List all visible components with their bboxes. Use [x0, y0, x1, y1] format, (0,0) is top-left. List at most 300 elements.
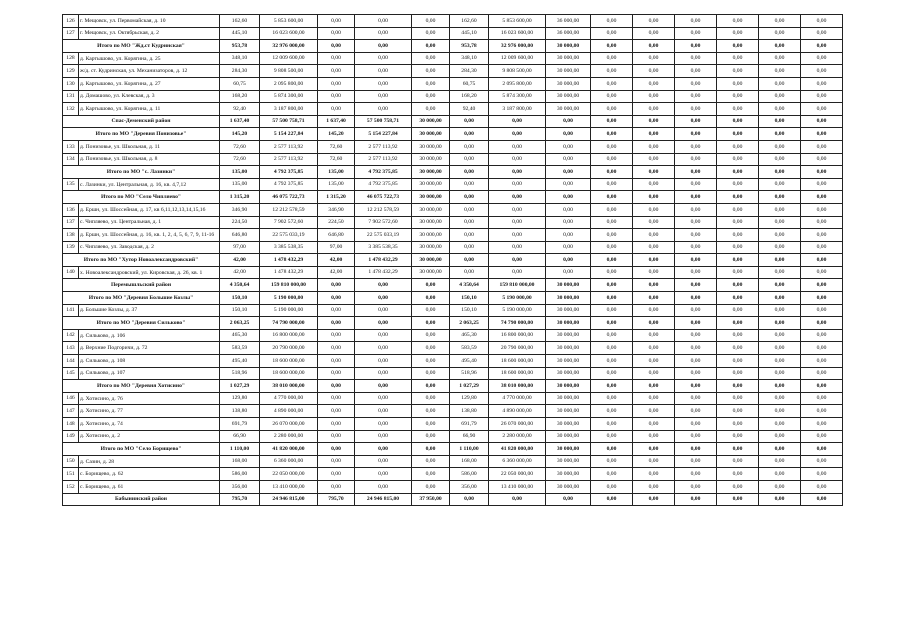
- value-cell: 0,00: [355, 480, 412, 493]
- value-cell: 0,00: [759, 480, 801, 493]
- value-cell: 0,00: [675, 279, 717, 292]
- row-number: 151: [63, 468, 79, 481]
- address-cell: д. Сильково, д. 107: [79, 367, 220, 380]
- value-cell: 0,00: [450, 191, 489, 204]
- address-cell: г. Мещовск, ул. Первомайская, д. 10: [79, 15, 220, 28]
- value-cell: 0,00: [675, 229, 717, 242]
- value-cell: 0,00: [591, 380, 633, 393]
- value-cell: 4 890 000,00: [260, 405, 318, 418]
- value-cell: 0,00: [801, 254, 843, 267]
- address-cell: х. Новоалександровский, ул. Кировская, д. 26, кв. 1: [79, 266, 220, 279]
- value-cell: 0,00: [675, 405, 717, 418]
- value-cell: 0,00: [801, 317, 843, 330]
- value-cell: 5 190 000,00: [489, 292, 546, 305]
- value-cell: 0,00: [355, 418, 412, 431]
- value-cell: 0,00: [801, 15, 843, 28]
- value-cell: 60,75: [450, 77, 489, 90]
- value-cell: 0,00: [717, 27, 759, 40]
- value-cell: 0,00: [759, 103, 801, 116]
- value-cell: 445,10: [450, 27, 489, 40]
- value-cell: 0,00: [633, 380, 675, 393]
- value-cell: 0,00: [675, 367, 717, 380]
- value-cell: 0,00: [717, 103, 759, 116]
- value-cell: 0,00: [591, 103, 633, 116]
- value-cell: 30 000,00: [546, 392, 591, 405]
- table-row: [63, 329, 843, 342]
- value-cell: 0,00: [412, 317, 450, 330]
- value-cell: 0,00: [591, 468, 633, 481]
- value-cell: 0,00: [675, 418, 717, 431]
- value-cell: 0,00: [633, 52, 675, 65]
- value-cell: 0,00: [412, 279, 450, 292]
- value-cell: 0,00: [412, 77, 450, 90]
- value-cell: 0,00: [450, 493, 489, 506]
- value-cell: 0,00: [717, 254, 759, 267]
- table-row: [63, 342, 843, 355]
- value-cell: 0,00: [591, 191, 633, 204]
- subtotal-label: Итого по МО "Деревня Большие Козлы": [63, 292, 220, 305]
- subtotal-label: Итого по МО "Деревня Хотисино": [63, 380, 220, 393]
- value-cell: 0,00: [633, 216, 675, 229]
- value-cell: 0,00: [633, 493, 675, 506]
- value-cell: 0,00: [450, 153, 489, 166]
- row-number: 150: [63, 455, 79, 468]
- address-cell: д. Ершн, ул. Шоссейная, д. 17, кв 6,11,12,13,14,15,16: [79, 203, 220, 216]
- value-cell: 20 790 000,00: [260, 342, 318, 355]
- value-cell: 30 000,00: [546, 90, 591, 103]
- value-cell: 795,70: [318, 493, 355, 506]
- value-cell: 518,96: [220, 367, 260, 380]
- table-row: [63, 355, 843, 368]
- value-cell: 0,00: [675, 52, 717, 65]
- value-cell: 0,00: [801, 405, 843, 418]
- value-cell: 0,00: [633, 140, 675, 153]
- value-cell: 16 023 600,00: [489, 27, 546, 40]
- value-cell: 0,00: [801, 140, 843, 153]
- table-row: [63, 229, 843, 242]
- value-cell: 0,00: [546, 216, 591, 229]
- value-cell: 2 063,25: [220, 317, 260, 330]
- value-cell: 0,00: [801, 216, 843, 229]
- value-cell: 1 027,29: [220, 380, 260, 393]
- value-cell: 30 000,00: [412, 203, 450, 216]
- value-cell: 0,00: [318, 27, 355, 40]
- value-cell: 2 095 800,00: [489, 77, 546, 90]
- district-label: Спас-Деменский район: [63, 115, 220, 128]
- value-cell: 30 000,00: [546, 443, 591, 456]
- value-cell: 0,00: [675, 392, 717, 405]
- value-cell: 348,10: [450, 52, 489, 65]
- value-cell: 0,00: [717, 317, 759, 330]
- value-cell: 0,00: [355, 380, 412, 393]
- value-cell: 150,10: [450, 292, 489, 305]
- value-cell: 0,00: [675, 430, 717, 443]
- row-number: 135: [63, 178, 79, 191]
- value-cell: 5 190 000,00: [260, 292, 318, 305]
- row-number: 152: [63, 480, 79, 493]
- value-cell: 0,00: [675, 90, 717, 103]
- value-cell: 0,00: [675, 480, 717, 493]
- subtotal-label: Итого по МО "Село Борищево": [63, 443, 220, 456]
- value-cell: 30 000,00: [546, 292, 591, 305]
- value-cell: 0,00: [546, 254, 591, 267]
- value-cell: 495,40: [450, 355, 489, 368]
- value-cell: 0,00: [489, 128, 546, 141]
- table-row: [63, 52, 843, 65]
- value-cell: 0,00: [412, 329, 450, 342]
- value-cell: 0,00: [591, 27, 633, 40]
- value-cell: 0,00: [450, 178, 489, 191]
- value-cell: 0,00: [546, 140, 591, 153]
- value-cell: 0,00: [801, 342, 843, 355]
- value-cell: 0,00: [412, 342, 450, 355]
- value-cell: 583,59: [220, 342, 260, 355]
- value-cell: 5 154 227,84: [355, 128, 412, 141]
- value-cell: 0,00: [801, 480, 843, 493]
- value-cell: 0,00: [675, 103, 717, 116]
- value-cell: 0,00: [489, 115, 546, 128]
- value-cell: 57 500 758,71: [355, 115, 412, 128]
- value-cell: 46 075 722,73: [260, 191, 318, 204]
- value-cell: 26 070 000,00: [489, 418, 546, 431]
- value-cell: 0,00: [675, 203, 717, 216]
- value-cell: 0,00: [633, 178, 675, 191]
- value-cell: 0,00: [591, 455, 633, 468]
- value-cell: 30 000,00: [546, 304, 591, 317]
- value-cell: 12 009 600,00: [260, 52, 318, 65]
- value-cell: 0,00: [318, 455, 355, 468]
- value-cell: 0,00: [355, 430, 412, 443]
- value-cell: 0,00: [801, 178, 843, 191]
- value-cell: 145,20: [220, 128, 260, 141]
- table-row: [63, 140, 843, 153]
- value-cell: 0,00: [318, 292, 355, 305]
- value-cell: 0,00: [759, 292, 801, 305]
- value-cell: 0,00: [546, 153, 591, 166]
- value-cell: 0,00: [759, 443, 801, 456]
- value-cell: 0,00: [633, 480, 675, 493]
- value-cell: 0,00: [801, 103, 843, 116]
- value-cell: 0,00: [633, 128, 675, 141]
- row-number: 140: [63, 266, 79, 279]
- value-cell: 0,00: [717, 166, 759, 179]
- row-number: 148: [63, 418, 79, 431]
- value-cell: 159 810 000,00: [489, 279, 546, 292]
- value-cell: 0,00: [489, 229, 546, 242]
- value-cell: 0,00: [675, 140, 717, 153]
- value-cell: 0,00: [759, 140, 801, 153]
- value-cell: 168,00: [220, 455, 260, 468]
- value-cell: 0,00: [759, 254, 801, 267]
- value-cell: 4 792 375,85: [355, 166, 412, 179]
- value-cell: 4 770 000,00: [489, 392, 546, 405]
- value-cell: 0,00: [801, 430, 843, 443]
- value-cell: 691,79: [450, 418, 489, 431]
- register-sheet: [62, 14, 843, 506]
- value-cell: 12 212 578,59: [260, 203, 318, 216]
- value-cell: 0,00: [489, 166, 546, 179]
- value-cell: 0,00: [759, 342, 801, 355]
- value-cell: 0,00: [591, 203, 633, 216]
- value-cell: 1 478 432,29: [355, 254, 412, 267]
- value-cell: 0,00: [717, 203, 759, 216]
- value-cell: 74 790 000,00: [260, 317, 318, 330]
- value-cell: 72,60: [220, 153, 260, 166]
- address-cell: д. Верхние Подгоричи, д. 72: [79, 342, 220, 355]
- value-cell: 36 000,00: [546, 27, 591, 40]
- value-cell: 0,00: [759, 430, 801, 443]
- value-cell: 0,00: [355, 468, 412, 481]
- value-cell: 0,00: [412, 52, 450, 65]
- district-total-row: [63, 493, 843, 506]
- value-cell: 2 280 000,00: [260, 430, 318, 443]
- value-cell: 0,00: [591, 367, 633, 380]
- value-cell: 953,78: [220, 40, 260, 53]
- value-cell: 348,10: [220, 52, 260, 65]
- value-cell: 0,00: [759, 405, 801, 418]
- value-cell: 0,00: [412, 292, 450, 305]
- table-row: [63, 367, 843, 380]
- value-cell: 0,00: [717, 392, 759, 405]
- value-cell: 30 000,00: [412, 140, 450, 153]
- table-row: [63, 216, 843, 229]
- table-row: [63, 65, 843, 78]
- value-cell: 0,00: [759, 380, 801, 393]
- subtotal-label: Итого по МО "Деревня Сильково": [63, 317, 220, 330]
- value-cell: 0,00: [759, 203, 801, 216]
- value-cell: 5 190 000,00: [489, 304, 546, 317]
- value-cell: 0,00: [759, 279, 801, 292]
- value-cell: 0,00: [318, 15, 355, 28]
- value-cell: 346,90: [318, 203, 355, 216]
- value-cell: 4 770 000,00: [260, 392, 318, 405]
- value-cell: 0,00: [489, 493, 546, 506]
- value-cell: 41 820 000,00: [489, 443, 546, 456]
- value-cell: 0,00: [633, 203, 675, 216]
- value-cell: 0,00: [633, 292, 675, 305]
- value-cell: 518,96: [450, 367, 489, 380]
- value-cell: 0,00: [591, 128, 633, 141]
- table-row: [63, 27, 843, 40]
- value-cell: 0,00: [675, 342, 717, 355]
- value-cell: 0,00: [675, 153, 717, 166]
- value-cell: 0,00: [633, 430, 675, 443]
- row-number: 126: [63, 15, 79, 28]
- value-cell: 0,00: [591, 115, 633, 128]
- district-label: Бабынинский район: [63, 493, 220, 506]
- value-cell: 5 154 227,84: [260, 128, 318, 141]
- row-number: 139: [63, 241, 79, 254]
- value-cell: 0,00: [355, 52, 412, 65]
- value-cell: 0,00: [546, 241, 591, 254]
- value-cell: 5 190 000,00: [260, 304, 318, 317]
- value-cell: 0,00: [318, 304, 355, 317]
- value-cell: 0,00: [717, 153, 759, 166]
- value-cell: 0,00: [591, 342, 633, 355]
- value-cell: 0,00: [717, 90, 759, 103]
- value-cell: 0,00: [633, 405, 675, 418]
- value-cell: 0,00: [318, 430, 355, 443]
- value-cell: 12 009 600,00: [489, 52, 546, 65]
- value-cell: 2 577 113,92: [355, 140, 412, 153]
- table-row: [63, 241, 843, 254]
- district-total-row: [63, 115, 843, 128]
- table-row: [63, 266, 843, 279]
- value-cell: 0,00: [591, 254, 633, 267]
- value-cell: 0,00: [801, 266, 843, 279]
- value-cell: 0,00: [675, 317, 717, 330]
- value-cell: 0,00: [412, 40, 450, 53]
- housing-register-table: [62, 14, 843, 506]
- value-cell: 0,00: [801, 191, 843, 204]
- value-cell: 0,00: [801, 52, 843, 65]
- value-cell: 0,00: [675, 40, 717, 53]
- value-cell: 224,50: [318, 216, 355, 229]
- value-cell: 24 946 815,00: [355, 493, 412, 506]
- value-cell: 9 808 500,00: [260, 65, 318, 78]
- value-cell: 0,00: [801, 418, 843, 431]
- address-cell: с. Чипляево, ул. Заводская, д. 2: [79, 241, 220, 254]
- value-cell: 0,00: [801, 203, 843, 216]
- value-cell: 0,00: [318, 355, 355, 368]
- row-number: 143: [63, 342, 79, 355]
- value-cell: 0,00: [717, 380, 759, 393]
- value-cell: 0,00: [717, 443, 759, 456]
- value-cell: 0,00: [633, 392, 675, 405]
- value-cell: 72,60: [318, 140, 355, 153]
- value-cell: 0,00: [355, 15, 412, 28]
- value-cell: 42,00: [318, 266, 355, 279]
- value-cell: 0,00: [412, 103, 450, 116]
- value-cell: 1 027,29: [450, 380, 489, 393]
- value-cell: 168,20: [220, 90, 260, 103]
- value-cell: 0,00: [318, 279, 355, 292]
- value-cell: 24 946 815,00: [260, 493, 318, 506]
- value-cell: 0,00: [412, 443, 450, 456]
- value-cell: 0,00: [591, 241, 633, 254]
- value-cell: 0,00: [633, 27, 675, 40]
- value-cell: 586,00: [220, 468, 260, 481]
- address-cell: д. Картышово, ул. Корягина, д. 27: [79, 77, 220, 90]
- value-cell: 0,00: [759, 229, 801, 242]
- value-cell: 0,00: [633, 355, 675, 368]
- value-cell: 0,00: [633, 443, 675, 456]
- value-cell: 18 600 000,00: [260, 355, 318, 368]
- address-cell: с. Борищево, д. 61: [79, 480, 220, 493]
- value-cell: 0,00: [633, 468, 675, 481]
- value-cell: 30 000,00: [412, 166, 450, 179]
- value-cell: 0,00: [633, 166, 675, 179]
- value-cell: 0,00: [633, 15, 675, 28]
- value-cell: 92,40: [450, 103, 489, 116]
- table-row: [63, 103, 843, 116]
- value-cell: 0,00: [717, 355, 759, 368]
- value-cell: 0,00: [633, 254, 675, 267]
- table-row: [63, 418, 843, 431]
- value-cell: 0,00: [633, 90, 675, 103]
- value-cell: 16 023 600,00: [260, 27, 318, 40]
- value-cell: 284,30: [220, 65, 260, 78]
- table-row: [63, 77, 843, 90]
- value-cell: 0,00: [318, 468, 355, 481]
- value-cell: 0,00: [546, 493, 591, 506]
- value-cell: 7 902 572,60: [260, 216, 318, 229]
- value-cell: 97,00: [318, 241, 355, 254]
- value-cell: 0,00: [759, 468, 801, 481]
- value-cell: 0,00: [591, 304, 633, 317]
- value-cell: 0,00: [412, 405, 450, 418]
- value-cell: 3 187 800,00: [489, 103, 546, 116]
- value-cell: 30 000,00: [412, 229, 450, 242]
- value-cell: 0,00: [546, 229, 591, 242]
- subtotal-label: Итого по МО "Село Чипляево": [63, 191, 220, 204]
- value-cell: 0,00: [675, 266, 717, 279]
- value-cell: 0,00: [355, 405, 412, 418]
- value-cell: 2 577 113,92: [260, 140, 318, 153]
- value-cell: 0,00: [591, 355, 633, 368]
- district-label: Перемышльский район: [63, 279, 220, 292]
- value-cell: 30 000,00: [546, 355, 591, 368]
- value-cell: 0,00: [318, 40, 355, 53]
- row-number: 141: [63, 304, 79, 317]
- address-cell: д. Хотисино, д. 74: [79, 418, 220, 431]
- value-cell: 30 000,00: [412, 115, 450, 128]
- value-cell: 0,00: [675, 216, 717, 229]
- value-cell: 1 478 432,29: [355, 266, 412, 279]
- subtotal-row: [63, 317, 843, 330]
- value-cell: 4 792 375,85: [260, 166, 318, 179]
- value-cell: 74 790 000,00: [489, 317, 546, 330]
- value-cell: 0,00: [355, 292, 412, 305]
- address-cell: д. Большие Козлы, д. 37: [79, 304, 220, 317]
- value-cell: 4 890 000,00: [489, 405, 546, 418]
- value-cell: 22 050 000,00: [260, 468, 318, 481]
- value-cell: 30 000,00: [546, 367, 591, 380]
- value-cell: 0,00: [318, 90, 355, 103]
- address-cell: д. Сильково, д. 106: [79, 329, 220, 342]
- value-cell: 1 315,20: [220, 191, 260, 204]
- row-number: 146: [63, 392, 79, 405]
- value-cell: 0,00: [355, 392, 412, 405]
- value-cell: 0,00: [591, 493, 633, 506]
- value-cell: 0,00: [591, 77, 633, 90]
- value-cell: 5 853 600,00: [489, 15, 546, 28]
- subtotal-row: [63, 191, 843, 204]
- subtotal-label: Итого по МО "Деревня Понизовье": [63, 128, 220, 141]
- value-cell: 41 820 000,00: [260, 443, 318, 456]
- value-cell: 0,00: [675, 166, 717, 179]
- value-cell: 0,00: [591, 52, 633, 65]
- value-cell: 0,00: [801, 90, 843, 103]
- value-cell: 6 360 000,00: [260, 455, 318, 468]
- value-cell: 16 800 000,00: [489, 329, 546, 342]
- value-cell: 646,80: [220, 229, 260, 242]
- value-cell: 0,00: [675, 27, 717, 40]
- value-cell: 0,00: [675, 254, 717, 267]
- value-cell: 0,00: [591, 65, 633, 78]
- value-cell: 0,00: [412, 455, 450, 468]
- value-cell: 30 000,00: [412, 266, 450, 279]
- value-cell: 0,00: [675, 241, 717, 254]
- subtotal-row: [63, 380, 843, 393]
- value-cell: 30 000,00: [546, 40, 591, 53]
- value-cell: 0,00: [801, 229, 843, 242]
- value-cell: 0,00: [412, 480, 450, 493]
- value-cell: 0,00: [801, 65, 843, 78]
- value-cell: 0,00: [801, 279, 843, 292]
- value-cell: 0,00: [591, 153, 633, 166]
- value-cell: 0,00: [633, 103, 675, 116]
